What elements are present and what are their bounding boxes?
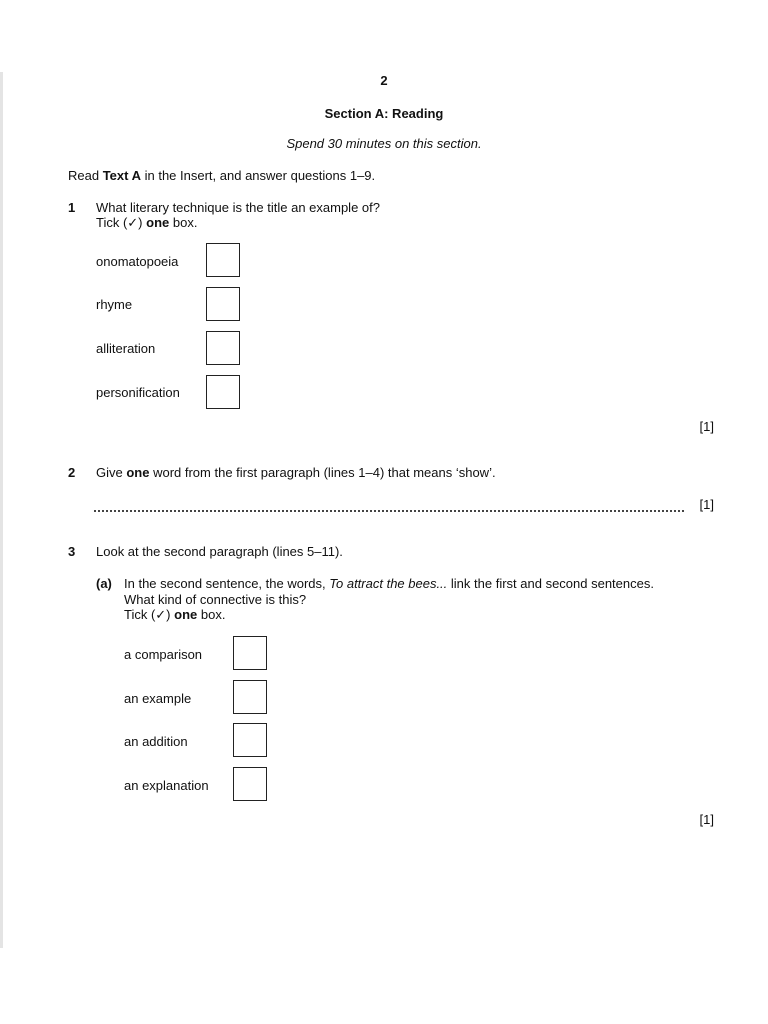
section-title: Section A: Reading bbox=[324, 106, 444, 121]
q3-number: 3 bbox=[68, 544, 76, 559]
q3a-tick-instruction: Tick (✓) one box. bbox=[124, 607, 226, 622]
q1-text: What literary technique is the title an example of? bbox=[96, 200, 380, 215]
text-a-label: Text A bbox=[102, 168, 141, 183]
q1-tick-instruction: Tick (✓) one box. bbox=[96, 215, 198, 230]
q3a-option-label: an example bbox=[124, 691, 192, 706]
page-edge bbox=[0, 72, 3, 948]
q3a-text: In the second sentence, the words, To attract the bees... link the first and second sentences. bbox=[124, 576, 654, 591]
q2-number: 2 bbox=[68, 465, 76, 480]
q1-checkbox-alliteration[interactable] bbox=[206, 331, 240, 365]
time-instruction: Spend 30 minutes on this section. bbox=[286, 136, 482, 151]
q3-text: Look at the second paragraph (lines 5–11). bbox=[96, 544, 343, 559]
intro-line: Read Text A in the Insert, and answer questions 1–9. bbox=[68, 168, 376, 183]
q1-option-label: onomatopoeia bbox=[96, 254, 179, 269]
q3a-checkbox-comparison[interactable] bbox=[233, 636, 267, 670]
q3a-label: (a) bbox=[96, 576, 112, 591]
q3a-option-label: an explanation bbox=[124, 778, 209, 793]
q2-text: Give one word from the first paragraph (lines 1–4) that means ‘show’. bbox=[96, 465, 496, 480]
q3a-checkbox-example[interactable] bbox=[233, 680, 267, 714]
page-number: 2 bbox=[380, 73, 388, 88]
q1-number: 1 bbox=[68, 200, 76, 215]
q3a-option-label: a comparison bbox=[124, 647, 203, 662]
q1-checkbox-onomatopoeia[interactable] bbox=[206, 243, 240, 277]
q3a-question: What kind of connective is this? bbox=[124, 592, 307, 607]
q3a-option-label: an addition bbox=[124, 734, 188, 749]
q1-checkbox-rhyme[interactable] bbox=[206, 287, 240, 321]
q2-marks: [1] bbox=[699, 497, 714, 512]
q3a-checkbox-explanation[interactable] bbox=[233, 767, 267, 801]
q1-option-label: alliteration bbox=[96, 341, 156, 356]
q1-marks: [1] bbox=[699, 419, 714, 434]
q1-option-label: rhyme bbox=[96, 297, 133, 312]
q3a-marks: [1] bbox=[699, 812, 714, 827]
q1-option-label: personification bbox=[96, 385, 180, 400]
q1-checkbox-personification[interactable] bbox=[206, 375, 240, 409]
q2-answer-line[interactable] bbox=[94, 510, 684, 512]
q3a-checkbox-addition[interactable] bbox=[233, 723, 267, 757]
